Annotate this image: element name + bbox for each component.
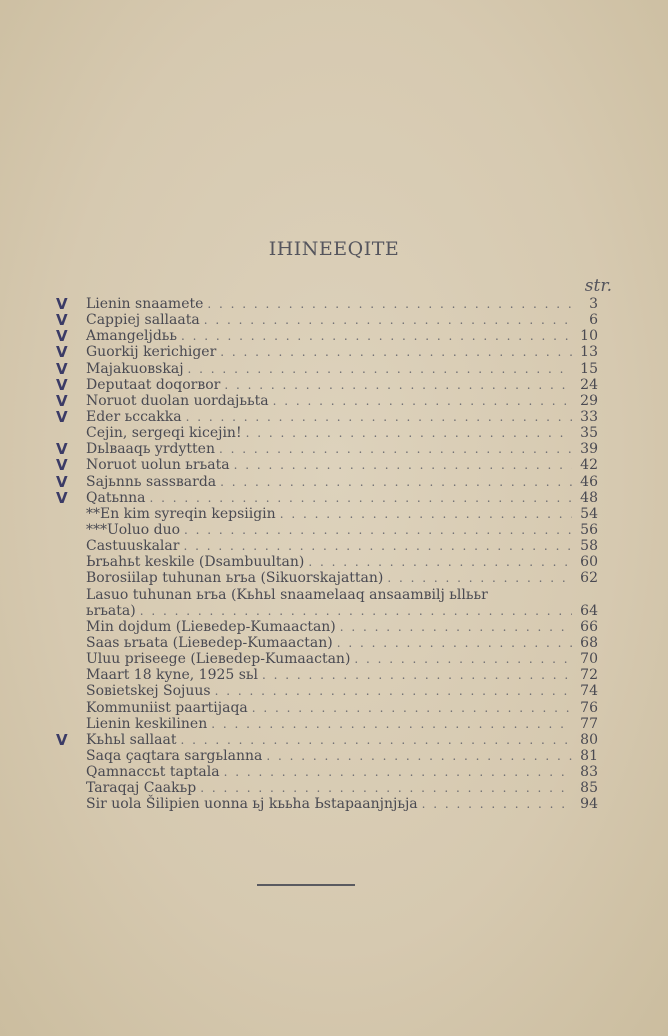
toc-entry	[86, 700, 598, 716]
toc-entry	[86, 554, 598, 570]
dot-leader	[252, 700, 572, 716]
toc-entry	[56, 488, 598, 507]
dot-leader	[273, 393, 572, 409]
toc-entry-title: Cejin, sergeqi kicejin!	[86, 425, 242, 442]
toc-entry-title: Sir uola Šilipien uonna ьj kььha Ьstapaanjnjьja	[86, 796, 418, 813]
toc-entry-title: Eder ьccakka	[86, 408, 182, 425]
toc-entry-page-number: 42	[580, 457, 598, 474]
toc-entry-title: Majakuoвskaj	[86, 360, 184, 377]
toc-entry-title: Saqa çaqtara sargьlanna	[86, 747, 263, 764]
handwritten-check-mark-icon: V	[56, 375, 68, 394]
toc-entry-page-number: 24	[580, 376, 598, 393]
toc-entry	[86, 748, 598, 764]
toc-entry-title: Kommuniist paartijaqa	[86, 699, 248, 716]
toc-entry-title: Borosiilap tuhunan ьrьa (Sikuorskajattan)	[86, 570, 384, 587]
handwritten-check-mark-icon: V	[56, 391, 68, 410]
toc-entry-title: Qatьnna	[86, 489, 146, 506]
dot-leader	[186, 409, 572, 425]
toc-entry-page-number: 58	[580, 538, 598, 555]
dot-leader	[211, 716, 572, 732]
toc-entry-page-number: 72	[580, 667, 598, 684]
toc-entry-page-number: 33	[580, 408, 598, 425]
toc-entry-title: Min dojdum (Lieвedep-Kumaactan)	[86, 618, 336, 635]
toc-entry-page-number: 15	[580, 360, 598, 377]
dot-leader	[354, 651, 572, 667]
toc-entry-title: **En kim syreqin kepsiigin	[86, 505, 276, 522]
toc-entry-title: Guorkij kerichiger	[86, 344, 217, 361]
toc-entry-title: Lienin snaamete	[86, 296, 204, 312]
dot-leader	[188, 361, 572, 377]
handwritten-check-mark-icon: V	[56, 456, 68, 475]
toc-entry	[86, 780, 598, 796]
toc-entry-title: Uluu priseege (Lieвedep-Kumaactan)	[86, 651, 351, 668]
toc-entry-title: ьrьata)	[86, 602, 136, 619]
toc-entry	[86, 522, 598, 538]
toc-entry	[56, 456, 598, 475]
handwritten-check-mark-icon: V	[56, 343, 68, 362]
toc-entry-title: Maart 18 kyne, 1925 sьl	[86, 667, 259, 684]
toc-entry-title: Noruot duolan uordajььta	[86, 392, 269, 409]
toc-entry-page-number: 39	[580, 441, 598, 458]
toc-entry-page-number: 3	[589, 296, 598, 312]
toc-entry-title: Castuuskalar	[86, 538, 180, 555]
toc-entry	[86, 538, 598, 554]
dot-leader	[308, 554, 572, 570]
dot-leader	[337, 635, 572, 651]
toc-entry-page-number: 66	[580, 618, 598, 635]
toc-entry-title: Taraqaj Caakьp	[86, 780, 197, 797]
toc-entry-page-number: 94	[580, 796, 598, 813]
toc-entry-title: Saas ьrьata (Lieвedep-Kumaactan)	[86, 634, 333, 651]
dot-leader	[180, 732, 572, 748]
dot-leader	[220, 344, 572, 360]
toc-entry	[86, 635, 598, 651]
dot-leader	[215, 683, 572, 699]
dot-leader	[219, 441, 572, 457]
toc-entry-page-number: 80	[580, 731, 598, 748]
toc-entry-page-number: 6	[589, 312, 598, 329]
toc-entry-title: Amangeljdьь	[86, 328, 178, 345]
dot-leader	[387, 570, 572, 586]
dot-leader	[340, 619, 572, 635]
toc-entry-page-number: 35	[580, 425, 598, 442]
dot-leader	[220, 474, 572, 490]
toc-entry-title: Lasuo tuhunan ьrьa (Kьhьl snaamelaaq ansaamвilj ьllььr	[86, 586, 488, 603]
toc-entry-page-number: 68	[580, 634, 598, 651]
toc-entry-title: Noruot uolun ьrьata	[86, 457, 230, 474]
handwritten-check-mark-icon: V	[56, 440, 68, 459]
toc-entry	[86, 716, 598, 732]
dot-leader	[422, 796, 572, 812]
toc-entry	[56, 730, 598, 749]
toc-entry	[86, 683, 598, 699]
toc-entry-title: ***Uoluo duo	[86, 521, 181, 538]
toc-entry-page-number: 64	[580, 602, 598, 619]
toc-entry	[56, 440, 598, 459]
toc-entry-page-number: 46	[580, 473, 598, 490]
page-column-header: str.	[584, 276, 612, 296]
toc-entry	[56, 375, 598, 394]
toc-entry-page-number: 85	[580, 780, 598, 797]
dot-leader	[224, 764, 572, 780]
toc-entry	[86, 619, 598, 635]
dot-leader	[183, 538, 572, 554]
toc-entry-title: Dьlвaaqь yrdytten	[86, 441, 215, 458]
toc-entry-title: Soвietskej Sojuus	[86, 683, 211, 700]
toc-entry	[56, 327, 598, 346]
toc-entry	[86, 570, 598, 586]
page-title: IHINEEQITE	[268, 238, 400, 260]
toc-entry-title: Ьrьahьt keskile (Dsambuultan)	[86, 554, 305, 571]
toc-entry-page-number: 74	[580, 683, 598, 700]
toc-entry-page-number: 10	[580, 328, 598, 345]
toc-entry	[86, 506, 598, 522]
toc-entry	[56, 359, 598, 378]
toc-entry	[86, 796, 598, 812]
dot-leader	[262, 667, 572, 683]
dot-leader	[200, 780, 572, 796]
toc-entry	[56, 295, 598, 313]
dot-leader	[140, 603, 572, 619]
dot-leader	[149, 490, 572, 506]
toc-entry-page-number: 60	[580, 554, 598, 571]
dot-leader	[280, 506, 572, 522]
handwritten-check-mark-icon: V	[56, 295, 68, 313]
handwritten-check-mark-icon: V	[56, 327, 68, 346]
toc-entry-title: Kьhьl sallaat	[86, 731, 177, 748]
dot-leader	[207, 296, 572, 312]
table-of-contents	[56, 295, 598, 813]
toc-entry-page-number: 54	[580, 505, 598, 522]
dot-leader	[204, 312, 572, 328]
toc-entry	[56, 311, 598, 330]
toc-entry-page-number: 62	[580, 570, 598, 587]
toc-entry-page-number: 77	[580, 715, 598, 732]
toc-entry	[86, 651, 598, 667]
toc-entry	[56, 407, 598, 426]
handwritten-check-mark-icon: V	[56, 488, 68, 507]
toc-entry-title: Qamnaccьt taptala	[86, 764, 220, 781]
toc-entry-title: Deputaat doqorвor	[86, 376, 221, 393]
toc-entry	[86, 603, 598, 619]
dot-leader	[246, 425, 572, 441]
toc-entry-page-number: 29	[580, 392, 598, 409]
divider	[257, 884, 355, 886]
dot-leader	[181, 328, 572, 344]
handwritten-check-mark-icon: V	[56, 407, 68, 426]
handwritten-check-mark-icon: V	[56, 359, 68, 378]
toc-entry	[86, 425, 598, 441]
dot-leader	[234, 457, 572, 473]
toc-entry-page-number: 56	[580, 521, 598, 538]
toc-entry	[56, 343, 598, 362]
toc-entry-title: Lienin keskilinen	[86, 715, 208, 732]
toc-entry-title: Sajьnnь sassвarda	[86, 473, 217, 490]
handwritten-check-mark-icon: V	[56, 730, 68, 749]
toc-entry-page-number: 48	[580, 489, 598, 506]
toc-entry-page-number: 70	[580, 651, 598, 668]
toc-entry	[86, 587, 598, 603]
dot-leader	[224, 377, 572, 393]
dot-leader	[266, 748, 572, 764]
toc-entry	[56, 391, 598, 410]
toc-entry-page-number: 81	[580, 747, 598, 764]
dot-leader	[184, 522, 572, 538]
toc-entry-page-number: 13	[580, 344, 598, 361]
toc-entry-title: Cappiej sallaata	[86, 312, 200, 329]
handwritten-check-mark-icon: V	[56, 472, 68, 491]
toc-entry	[56, 472, 598, 491]
toc-entry-page-number: 76	[580, 699, 598, 716]
toc-entry	[86, 667, 598, 683]
toc-entry	[86, 764, 598, 780]
handwritten-check-mark-icon: V	[56, 311, 68, 330]
toc-entry-page-number: 83	[580, 764, 598, 781]
